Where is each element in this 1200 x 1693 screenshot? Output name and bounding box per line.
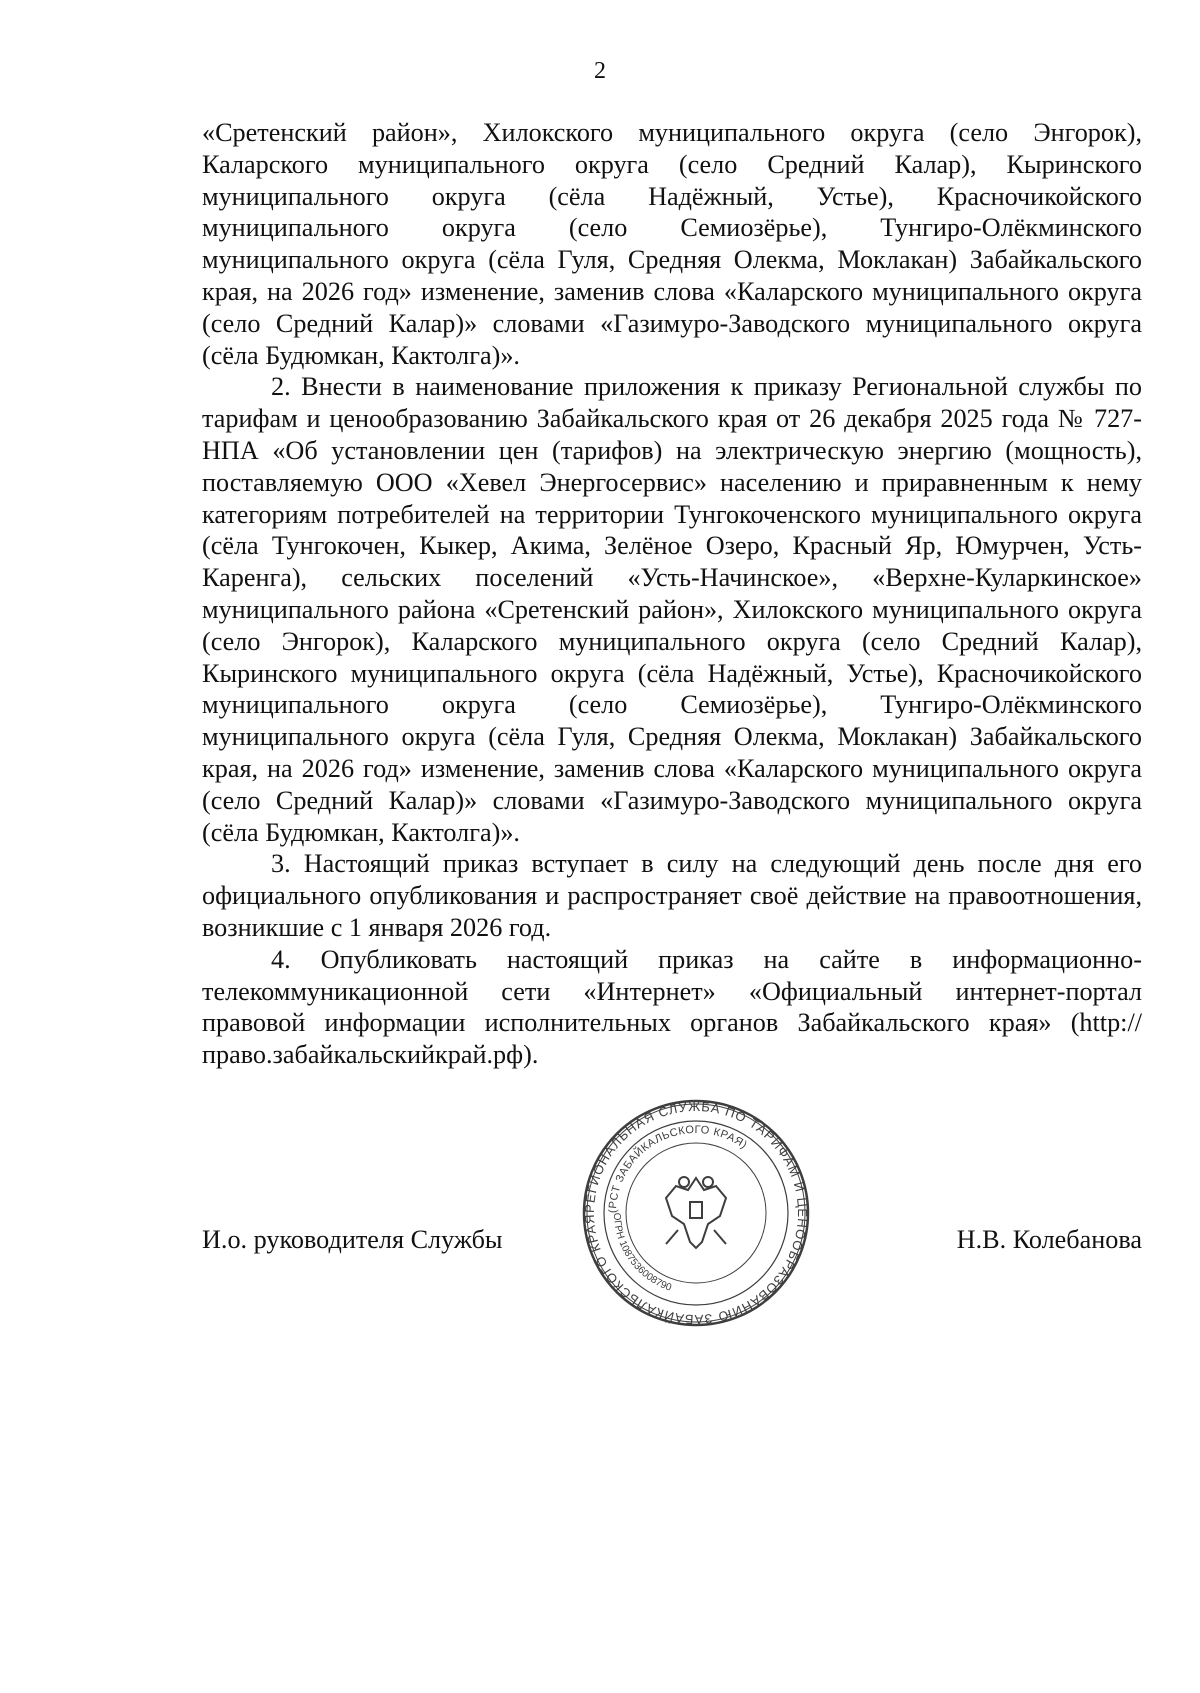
paragraph-continuation: «Сретенский район», Хилокского муниципального округа (село Энгорок), Каларского муниципального округа (село Средний Калар), Кыринского муниципального округа (сёла Надёжный, Устье), Красночикойского муниципального округа (село Семиозёрье), Тунгиро-Олёкминского муниципального округа (сёла Гуля, Средняя Олекма, Моклакан) Забайкальского края, на 2026 год» изменение, заменив слова «Каларского муниципального округа (село Средний Калар)» словами «Газимуро-Заводского муниципального округа (сёла Будюмкан, Кактолга)». — [202, 118, 1142, 370]
seal-ogrn-text: ОГРН 1087536008790 — [610, 1212, 673, 1294]
seal-outer-text: РЕГИОНАЛЬНАЯ СЛУЖБА ПО ТАРИФАМ И ЦЕНООБРАЗОВАНИЮ ЗАБАЙКАЛЬСКОГО КРАЯ — [581, 1098, 811, 1328]
page-number: 2 — [594, 58, 606, 84]
seal-inner-text: (РСТ ЗАБАЙКАЛЬСКОГО КРАЯ) — [606, 1123, 750, 1214]
coat-of-arms-icon — [666, 1177, 726, 1248]
document-body — [202, 117, 1142, 1071]
signer-name: Н.В. Колебанова — [956, 1225, 1142, 1254]
official-seal-stamp — [566, 1098, 826, 1328]
paragraph-4: 4. Опубликовать настоящий приказ на сайте в информационно-телекоммуникационной сети «Интернет» «Официальный интернет-портал правовой информации исполнительных органов Забайкальского края» (http://право.забайкальскийкрай.рф). — [202, 944, 1142, 1070]
paragraph-3: 3. Настоящий приказ вступает в силу на следующий день после дня его официального опубликования и распространяет своё действие на правоотношения, возникшие с 1 января 2026 год. — [202, 849, 1142, 942]
paragraph-2: 2. Внести в наименование приложения к приказу Региональной службы по тарифам и ценообразованию Забайкальского края от 26 декабря 2025 года № 727-НПА «Об установлении цен (тарифов) на электрическую энергию (мощность), поставляемую ООО «Хевел Энергосервис» населению и приравненным к нему категориям потребителей на территории Тунгокоченского муниципального округа (сёла Тунгокочен, Кыкер, Акима, Зелёное Озеро, Красный Яр, Юмурчен, Усть-Каренга), сельских поселений «Усть-Начинское», «Верхне-Куларкинское» муниципального района «Сретенский район», Хилокского муниципального округа (село Энгорок), Каларского муниципального округа (село Средний Калар), Кыринского муниципального округа (сёла Надёжный, Устье), Красночикойского муниципального округа (село Семиозёрье), Тунгиро-Олёкминского муниципального округа (сёла Гуля, Средняя Олекма, Моклакан) Забайкальского края, на 2026 год» изменение, заменив слова «Каларского муниципального округа (село Средний Калар)» словами «Газимуро-Заводского муниципального округа (сёла Будюмкан, Кактолга)». — [202, 372, 1142, 847]
signer-title: И.о. руководителя Службы — [202, 1225, 503, 1254]
